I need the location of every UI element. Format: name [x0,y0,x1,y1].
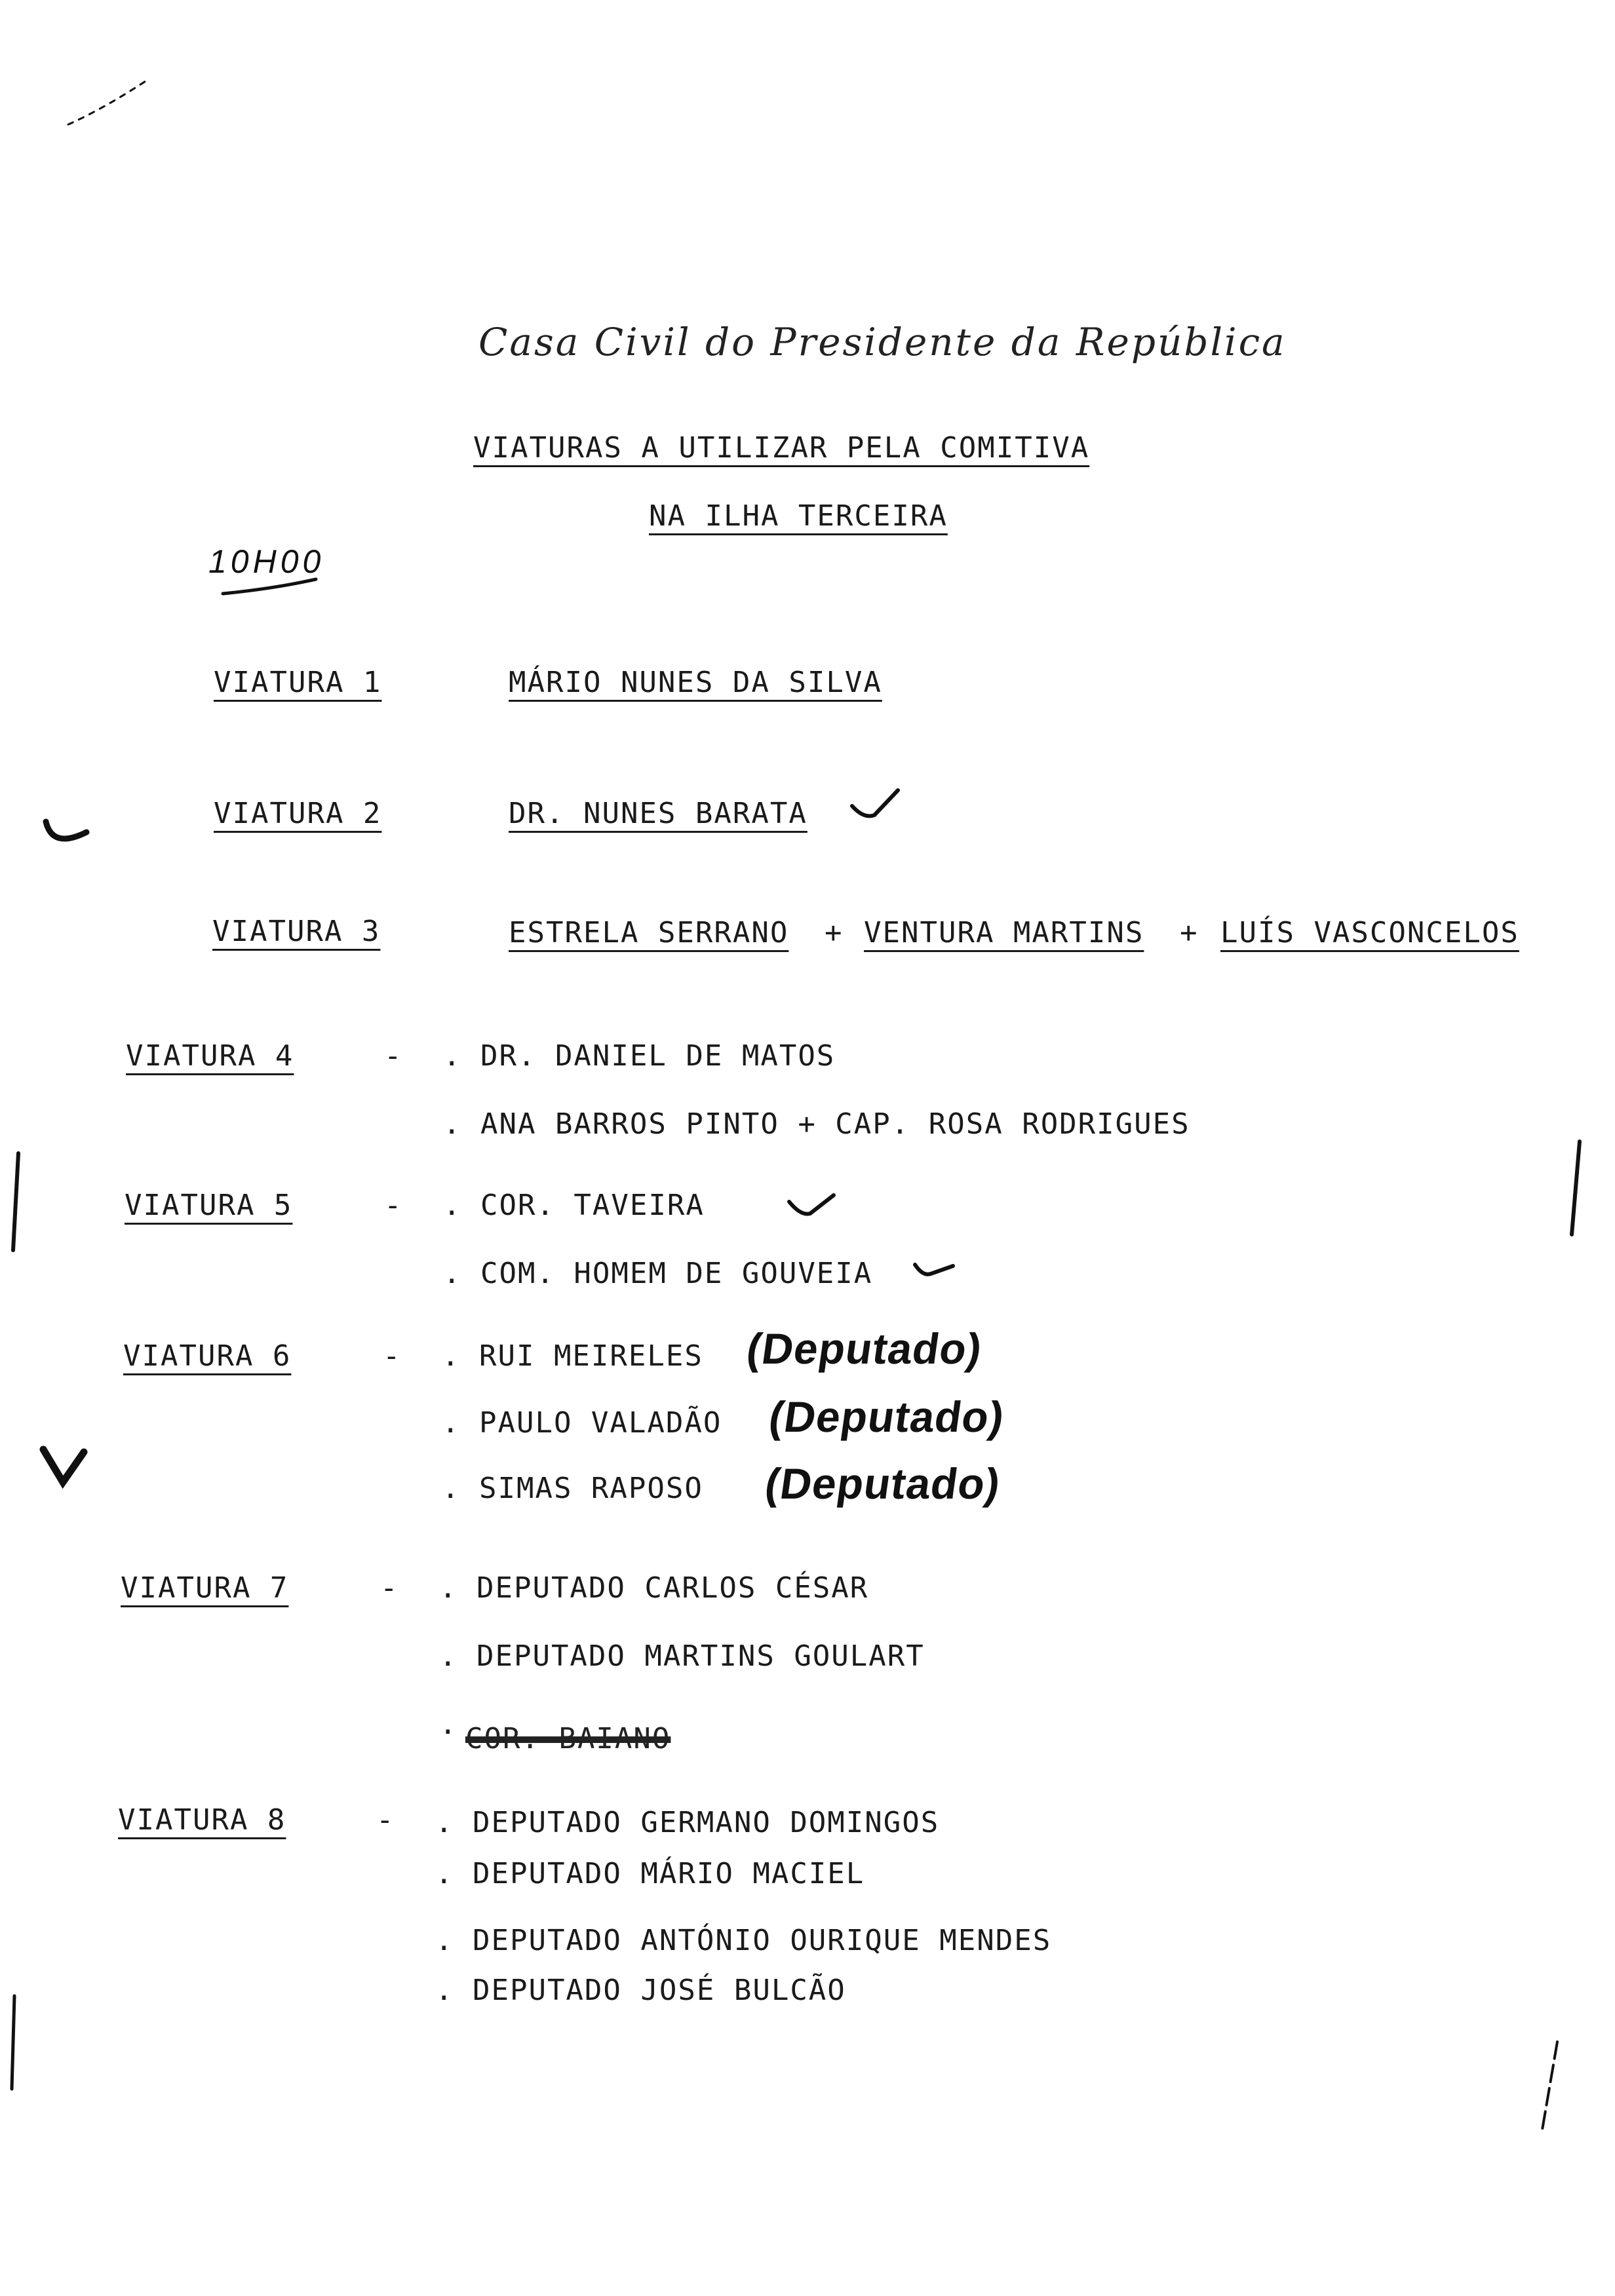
vehicle-label-4: VIATURA 4 [126,1039,294,1073]
stray-pen-stroke [68,79,149,124]
passenger-entry: . DEPUTADO JOSÉ BULCÃO [435,1974,846,2007]
passenger-entry: . DR. DANIEL DE MATOS [443,1039,836,1073]
margin-tick-mark [46,822,87,839]
plus-sign: + [1180,916,1199,949]
passenger-entry: . COR. TAVEIRA [443,1189,705,1222]
passenger-entry: . COM. HOMEM DE GOUVEIA [443,1257,873,1290]
handwritten-reference: 10H00 [208,543,325,580]
vehicle-label-3: VIATURA 3 [212,915,381,948]
passenger-entry: . ANA BARROS PINTO + CAP. ROSA RODRIGUES [443,1107,1190,1141]
vehicle-label-1: VIATURA 1 [214,666,382,699]
passenger-entry: . DEPUTADO MÁRIO MACIEL [435,1857,865,1890]
vehicle-label-6: VIATURA 6 [123,1339,292,1373]
vehicle-label-8: VIATURA 8 [118,1803,286,1837]
vehicle-label-5: VIATURA 5 [125,1189,293,1222]
margin-line [12,1996,14,2089]
margin-tick-mark [43,1449,84,1482]
check-mark-icon [915,1265,953,1274]
vehicle-label-7: VIATURA 7 [121,1571,289,1605]
dash: - [376,1803,395,1837]
passenger-entry: LUÍS VASCONCELOS [1220,916,1519,949]
margin-line [1542,2042,1557,2133]
passenger-entry: . DEPUTADO CARLOS CÉSAR [439,1571,869,1605]
passenger-entry: . DEPUTADO GERMANO DOMINGOS [435,1806,940,1839]
reference-underline [223,579,316,594]
document-title: VIATURAS A UTILIZAR PELA COMITIVA [473,431,1090,465]
check-mark-icon [852,790,898,816]
passenger-entry: . DEPUTADO ANTÓNIO OURIQUE MENDES [435,1924,1052,1957]
passenger-entry: VENTURA MARTINS [864,916,1144,949]
handwritten-note: (Deputado) [743,1324,986,1373]
handwritten-note: (Deputado) [766,1392,1008,1441]
vehicle-label-2: VIATURA 2 [214,797,382,830]
passenger-entry: . RUI MEIRELES [442,1339,703,1373]
passenger-entry: . PAULO VALADÃO [442,1406,722,1440]
dash: - [384,1039,403,1073]
margin-line [1572,1141,1580,1234]
passenger-entry: DR. NUNES BARATA [509,797,808,830]
passenger-entry: . DEPUTADO MARTINS GOULART [439,1639,925,1673]
handwritten-note: (Deputado) [762,1459,1004,1508]
dash: - [380,1571,399,1605]
margin-line [13,1153,18,1250]
passenger-entry: ESTRELA SERRANO [509,916,789,949]
dash: - [384,1189,403,1222]
struck-entry: COR. BAIANO [465,1722,671,1755]
plus-sign: + [825,916,844,949]
dash: - [383,1339,402,1373]
passenger-entry: . SIMAS RAPOSO [442,1472,703,1505]
letterhead: Casa Civil do Presidente da República [478,320,1287,364]
document-subtitle: NA ILHA TERCEIRA [649,499,948,533]
passenger-bullet: . [439,1708,458,1741]
passenger-entry: MÁRIO NUNES DA SILVA [509,666,882,699]
check-mark-icon [789,1195,834,1214]
